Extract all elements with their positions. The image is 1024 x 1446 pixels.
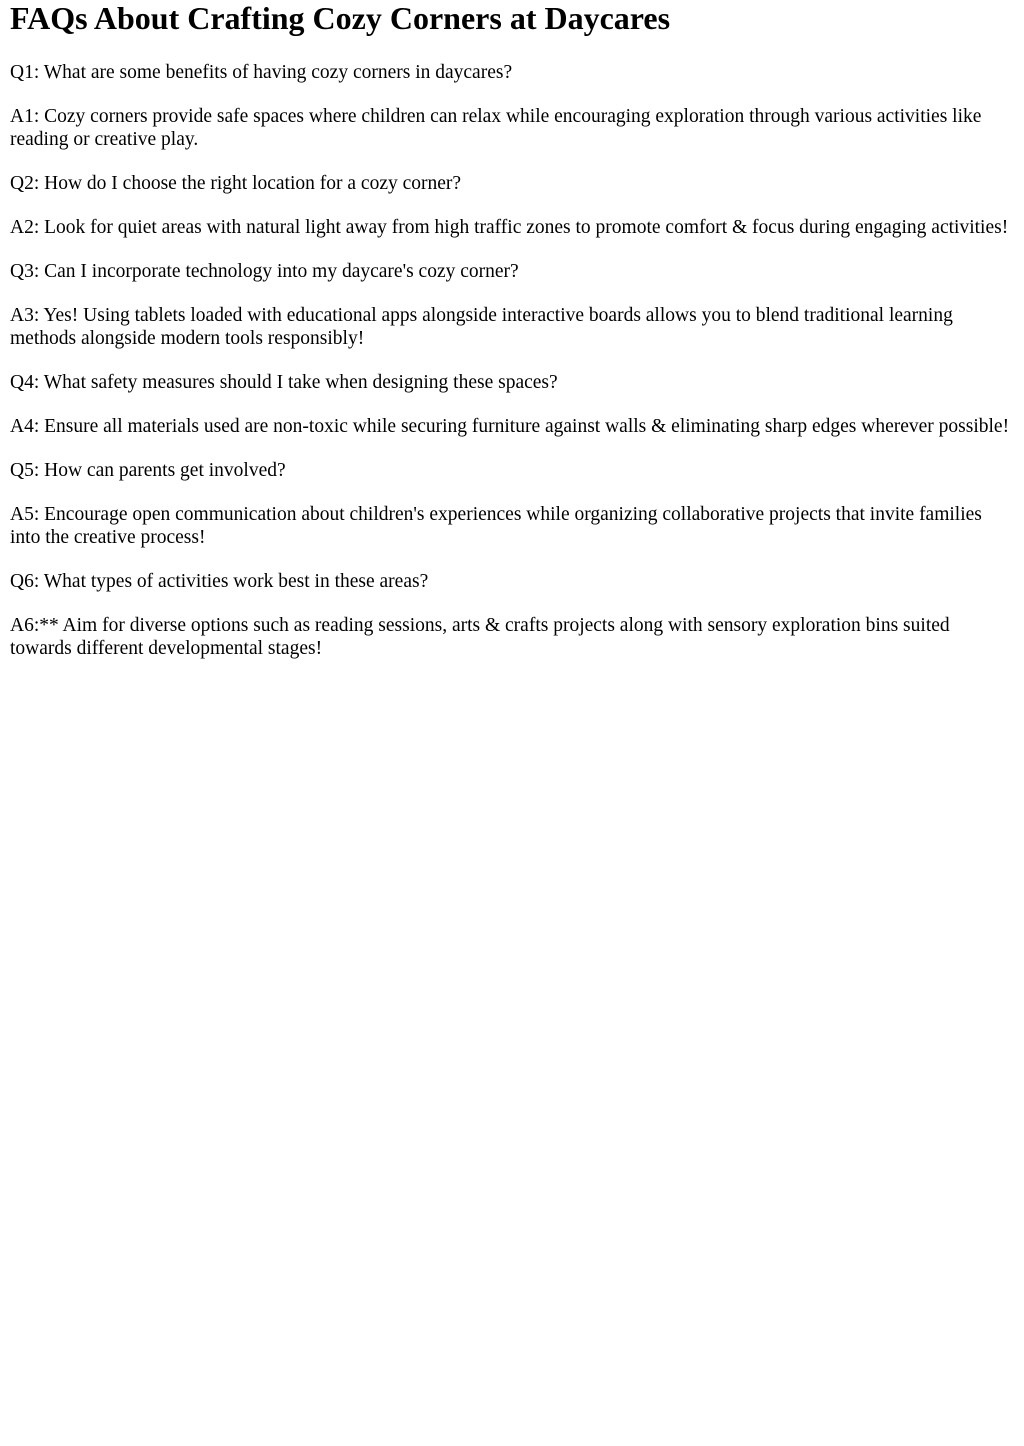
faq-page [0, 0, 1024, 660]
faq-question-3: Q3: Can I incorporate technology into my daycare's cozy corner? [10, 261, 519, 282]
faq-answer-4: A4: Ensure all materials used are non-toxic while securing furniture against walls & eliminating sharp edges wherever possible! [10, 416, 1010, 437]
faq-question-2: Q2: How do I choose the right location for a cozy corner? [10, 173, 462, 194]
faq-question-4: Q4: What safety measures should I take when designing these spaces? [10, 372, 558, 393]
faq-question-5: Q5: How can parents get involved? [10, 460, 286, 481]
faq-question-6: Q6: What types of activities work best in these areas? [10, 571, 429, 592]
faq-answer-1: A1: Cozy corners provide safe spaces where children can relax while encouraging exploration through various activities like reading or creative play. [10, 106, 982, 150]
faq-answer-2: A2: Look for quiet areas with natural light away from high traffic zones to promote comfort & focus during engaging activities! [10, 217, 1009, 238]
faq-answer-5: A5: Encourage open communication about children's experiences while organizing collaborative projects that invite families into the creative process! [10, 504, 982, 548]
faq-answer-3: A3: Yes! Using tablets loaded with educational apps alongside interactive boards allows you to blend traditional learning methods alongside modern tools responsibly! [10, 305, 953, 349]
faq-list [10, 61, 1014, 660]
faq-answer-6: A6:** Aim for diverse options such as reading sessions, arts & crafts projects along with sensory exploration bins suited towards different developmental stages! [10, 615, 950, 659]
page-title: FAQs About Crafting Cozy Corners at Daycares [10, 0, 671, 36]
faq-question-1: Q1: What are some benefits of having cozy corners in daycares? [10, 62, 513, 83]
